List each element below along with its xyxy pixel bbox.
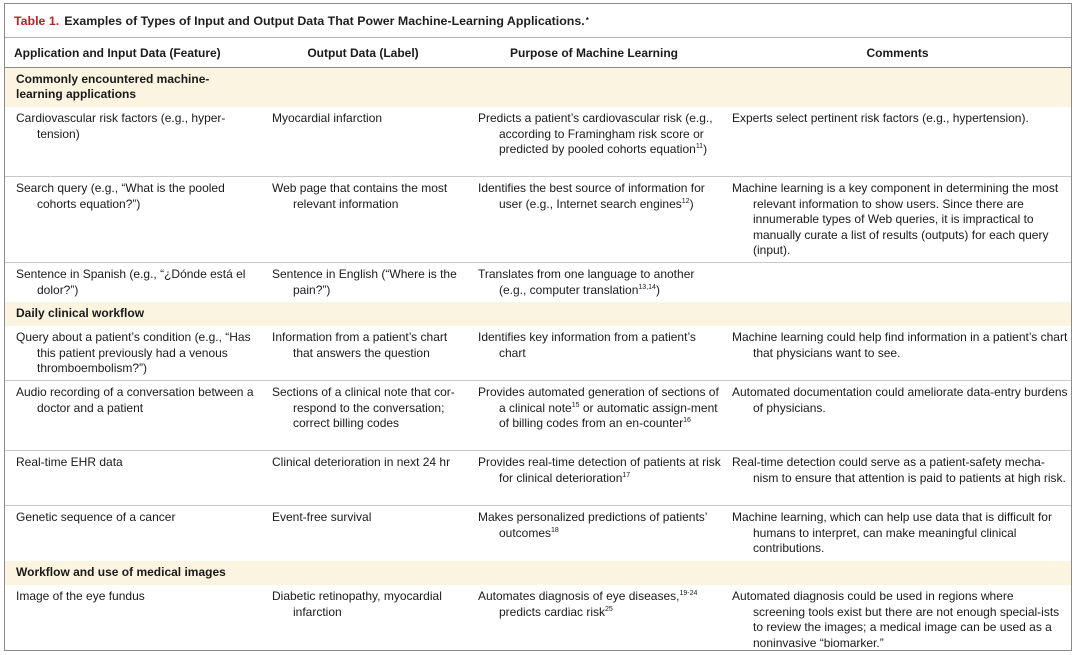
input-cell: Search query (e.g., “What is the pooled cohorts equation?”) xyxy=(16,181,225,211)
table-row xyxy=(5,585,1071,651)
reference-marker: 11 xyxy=(695,143,704,151)
comments-cell: Machine learning, which can help use data that is difficult for humans to interpret, can make meaningful clinical contributions. xyxy=(732,510,1052,556)
purpose-cell: Predicts a patient’s cardiovascular risk (e.g., according to Framingham risk score or predicted by pooled cohorts equation$^{11}$) xyxy=(478,111,713,157)
output-cell: Event-free survival xyxy=(272,510,372,524)
output-cell: Myocardial infarction xyxy=(272,111,383,125)
input-cell: Query about a patient’s condition (e.g., “Has this patient previously had a venous thromboembolism?”) xyxy=(16,330,251,376)
input-cell: Audio recording of a conversation between a doctor and a patient xyxy=(16,385,254,415)
column-header-purpose: Purpose of Machine Learning xyxy=(509,46,679,60)
column-header-row xyxy=(5,38,1071,68)
comments-cell: Machine learning is a key component in determining the most relevant information to show users. Since there are innumerable types of Web queries, it is impractical to manually curate a list of results (outputs) for each query (input). xyxy=(732,181,1059,258)
table-row xyxy=(5,107,1071,177)
input-cell: Real-time EHR data xyxy=(16,455,123,469)
output-cell: Diabetic retinopathy, myocardial infarction xyxy=(272,589,442,619)
input-cell: Image of the eye fundus xyxy=(16,589,145,603)
reference-marker: 15 xyxy=(571,401,580,409)
comments-cell: Experts select pertinent risk factors (e.g., hypertension). xyxy=(732,111,1029,125)
table-row xyxy=(5,263,1071,302)
output-cell: Clinical deterioration in next 24 hr xyxy=(272,455,451,469)
comments-cell: Real-time detection could serve as a patient-safety mecha-nism to ensure that attention is paid to patients at high risk. xyxy=(732,455,1066,485)
purpose-cell: Provides real-time detection of patients at risk for clinical deterioration$^{17}$ xyxy=(478,455,721,485)
reference-marker: 19-24 xyxy=(679,590,698,597)
reference-marker: 16 xyxy=(683,417,691,425)
table-title: Examples of Types of Input and Output Data That Power Machine-Learning Applications. xyxy=(64,13,585,28)
purpose-cell: Automates diagnosis of eye diseases,$^{19-24}$ predicts cardiac risk$^{25}$ xyxy=(478,589,698,619)
section-header-medical-images xyxy=(5,561,1071,585)
table-row xyxy=(5,381,1071,451)
reference-marker: 25 xyxy=(605,605,613,613)
table-row xyxy=(5,326,1071,381)
column-header-output: Output Data (Label) xyxy=(307,46,419,60)
purpose-cell: Identifies the best source of information for user (e.g., Internet search engines$^{12}$) xyxy=(478,181,705,211)
column-header-comments: Comments xyxy=(866,46,929,60)
comments-cell: Automated diagnosis could be used in regions where screening tools exist but there are not enough special-ists to review the images; a medical image can be used as a noninvasive “biomarker.” xyxy=(732,589,1060,650)
section-title: Daily clinical workflow xyxy=(16,306,145,320)
table-row xyxy=(5,451,1071,506)
section-title: Workflow and use of medical images xyxy=(16,565,226,579)
output-cell: Sections of a clinical note that cor-respond to the conversation; correct billing codes xyxy=(272,385,455,431)
section-header-clinical-workflow xyxy=(5,302,1071,326)
purpose-cell: Makes personalized predictions of patients’ outcomes$^{18}$ xyxy=(478,510,708,540)
table-number: Table 1. xyxy=(14,13,60,28)
data-table xyxy=(5,38,1071,651)
comments-cell: Automated documentation could ameliorate data-entry burdens of physicians. xyxy=(732,385,1068,415)
table-caption xyxy=(5,4,1071,38)
section-header-common xyxy=(5,68,1071,107)
output-cell: Sentence in English (“Where is the pain?”) xyxy=(272,267,457,297)
footnote-marker: * xyxy=(585,16,589,25)
input-cell: Cardiovascular risk factors (e.g., hyper-tension) xyxy=(16,111,226,141)
purpose-cell: Translates from one language to another (e.g., computer translation$^{13,14}$) xyxy=(478,267,695,297)
table-row xyxy=(5,506,1071,561)
purpose-cell: Provides automated generation of sections of a clinical note$^{15}$ or automatic assign-ment of billing codes from an en-counter$^{16}$ xyxy=(478,385,719,431)
purpose-cell: Identifies key information from a patient’s chart xyxy=(478,330,696,360)
table-row xyxy=(5,177,1071,263)
table-figure xyxy=(4,3,1072,651)
section-title: Commonly encountered machine-learning applications xyxy=(16,72,210,101)
reference-marker: 13,14 xyxy=(638,283,656,291)
output-cell: Web page that contains the most relevant information xyxy=(272,181,448,211)
input-cell: Sentence in Spanish (e.g., “¿Dónde está el dolor?”) xyxy=(16,267,246,297)
reference-marker: 12 xyxy=(681,197,690,205)
reference-marker: 17 xyxy=(622,471,631,479)
reference-marker: 18 xyxy=(551,526,559,534)
output-cell: Information from a patient’s chart that answers the question xyxy=(272,330,448,360)
column-header-input: Application and Input Data (Feature) xyxy=(14,46,221,60)
input-cell: Genetic sequence of a cancer xyxy=(16,510,176,524)
comments-cell: Machine learning could help find information in a patient’s chart that physicians want to see. xyxy=(732,330,1068,360)
